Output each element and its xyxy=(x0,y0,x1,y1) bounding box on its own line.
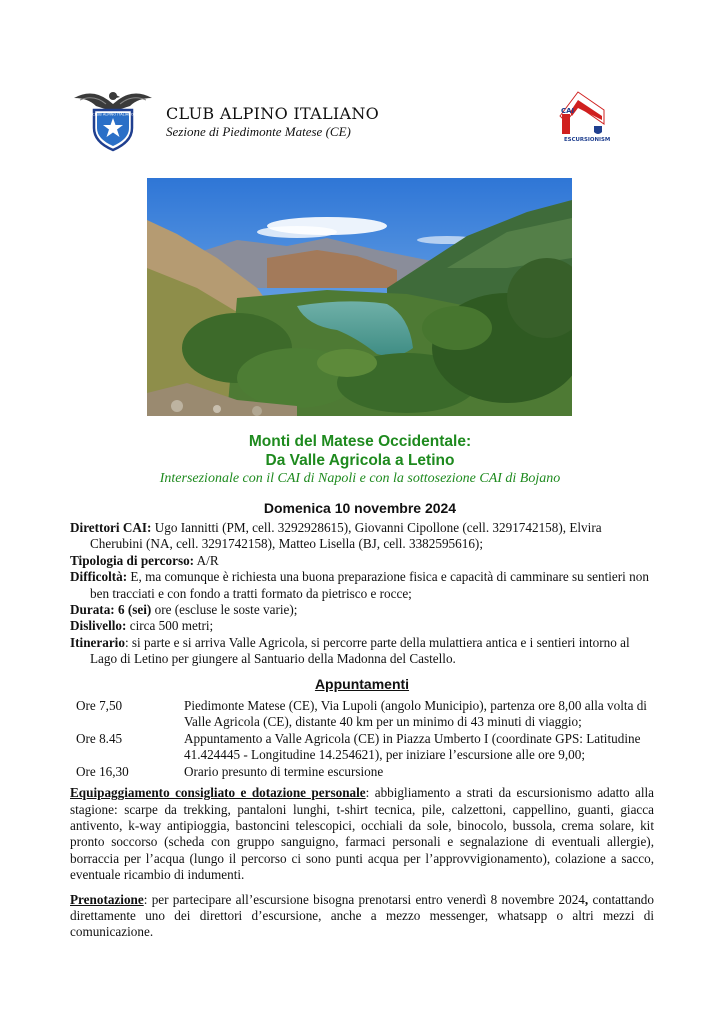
equipment-text: : abbigliamento a strati da escursionismo adatto alla stagione: scarpe da trekking, pantaloni lunghi, t-shirt tecnica, pile, calzettoni, cappellino, guanti, giacca antivento, k-way antipioggia, bastoncini telescopici, occhiali da sole, binocolo, bussola, crema solare, kit pronto soccorso (scheda con gruppo sanguigno, farmaci personali e segnalazione di eventuali allergie), borraccia per l’acqua (lungo il percorso ci sono punti acqua per l’approvvigionamento), colazione a sacco, eventuale ricambio di indumenti. xyxy=(70,785,654,883)
directors-line xyxy=(70,520,654,553)
elevation-line xyxy=(70,618,654,634)
elevation-label: Dislivello: xyxy=(70,618,127,634)
equipment-label: Equipaggiamento consigliato e dotazione personale xyxy=(70,785,366,801)
table-row xyxy=(70,764,654,780)
svg-text:ESCURSIONISMO: ESCURSIONISMO xyxy=(564,137,610,143)
itinerary-label: Itinerario xyxy=(70,634,125,650)
difficulty-line xyxy=(70,569,654,602)
equipment-paragraph xyxy=(70,785,654,883)
event-titles xyxy=(0,432,720,516)
appointments-table xyxy=(70,698,654,780)
svg-text:CAI: CAI xyxy=(561,107,575,115)
event-title-line1: Monti del Matese Occidentale: xyxy=(248,433,472,450)
appointment-time: Ore 7,50 xyxy=(76,698,123,714)
appointment-text: Piedimonte Matese (CE), Via Lupoli (angolo Municipio), partenza ore 8,00 alla volta di Valle Agricola (CE), distante 40 km per un minimo di 43 minuti di viaggio; xyxy=(184,698,647,730)
elevation-text: circa 500 metri; xyxy=(126,618,214,634)
cai-eagle-logo-icon xyxy=(72,84,154,152)
itinerary-line xyxy=(70,635,654,668)
appointment-time: Ore 8.45 xyxy=(76,730,123,746)
booking-label: Prenotazione xyxy=(70,891,144,907)
appointment-text: Appuntamento a Valle Agricola (CE) in Piazza Umberto I (coordinate GPS: Latitudine 41.424445 - Longitudine 14.254621), per iniziare l’escursione alle ore 9,00; xyxy=(184,730,641,763)
difficulty-label: Difficoltà: xyxy=(70,569,128,585)
section-name: Sezione di Piedimonte Matese (CE) xyxy=(166,124,351,139)
booking-text-a: : per partecipare all’escursione bisogna prenotarsi entro venerdì 8 novembre 2024 xyxy=(143,891,585,907)
club-name: CLUB ALPINO ITALIANO xyxy=(166,104,380,123)
booking-comma: , xyxy=(584,891,589,907)
appointment-time: Ore 16,30 xyxy=(76,763,129,779)
directors-label: Direttori CAI: xyxy=(70,520,152,535)
lake-letino-photo xyxy=(147,178,572,416)
duration-line xyxy=(70,602,654,618)
event-title-line2: Da Valle Agricola a Letino xyxy=(265,452,455,469)
cai-escursionismo-logo-icon xyxy=(556,86,610,144)
directors-text: Ugo Iannitti (PM, cell. 3292928615), Giovanni Cipollone (cell. 3291742158), Elvira Cherubini (NA, cell. 3291742158), Matteo Lisella (BJ, cell. 3382595616); xyxy=(90,520,602,552)
event-date: Domenica 10 novembre 2024 xyxy=(263,500,457,516)
svg-text:CLUB ALPINO ITALIANO: CLUB ALPINO ITALIANO xyxy=(92,112,134,117)
booking-text-b: contattando direttamente uno dei direttori d’escursione, anche a mezzo messenger, whatsapp o altri mezzi di comunicazione. xyxy=(70,891,654,940)
duration-label: Durata: 6 (sei) xyxy=(70,602,152,618)
type-label: Tipologia di percorso: xyxy=(70,552,195,568)
table-row xyxy=(70,698,654,731)
booking-paragraph xyxy=(70,892,654,941)
duration-text: ore (escluse le soste varie); xyxy=(151,602,298,618)
appointments-title: Appuntamenti xyxy=(314,675,410,692)
type-line xyxy=(70,553,654,569)
difficulty-text: E, ma comunque è richiesta una buona preparazione fisica e capacità di camminare su sentieri non ben tracciati e con fondo a tratti formato da pietrisco e rocce; xyxy=(90,569,649,601)
table-row xyxy=(70,731,654,764)
itinerary-text: : si parte e si arriva Valle Agricola, si percorre parte della mulattiera antica e i sentieri intorno al Lago di Letino per giungere al Santuario della Madonna del Castello. xyxy=(90,634,630,667)
appointment-text: Orario presunto di termine escursione xyxy=(184,763,384,779)
type-text: A/R xyxy=(194,552,219,568)
event-subtitle: Intersezionale con il CAI di Napoli e con la sottosezione CAI di Bojano xyxy=(159,471,561,486)
event-details xyxy=(70,520,654,941)
